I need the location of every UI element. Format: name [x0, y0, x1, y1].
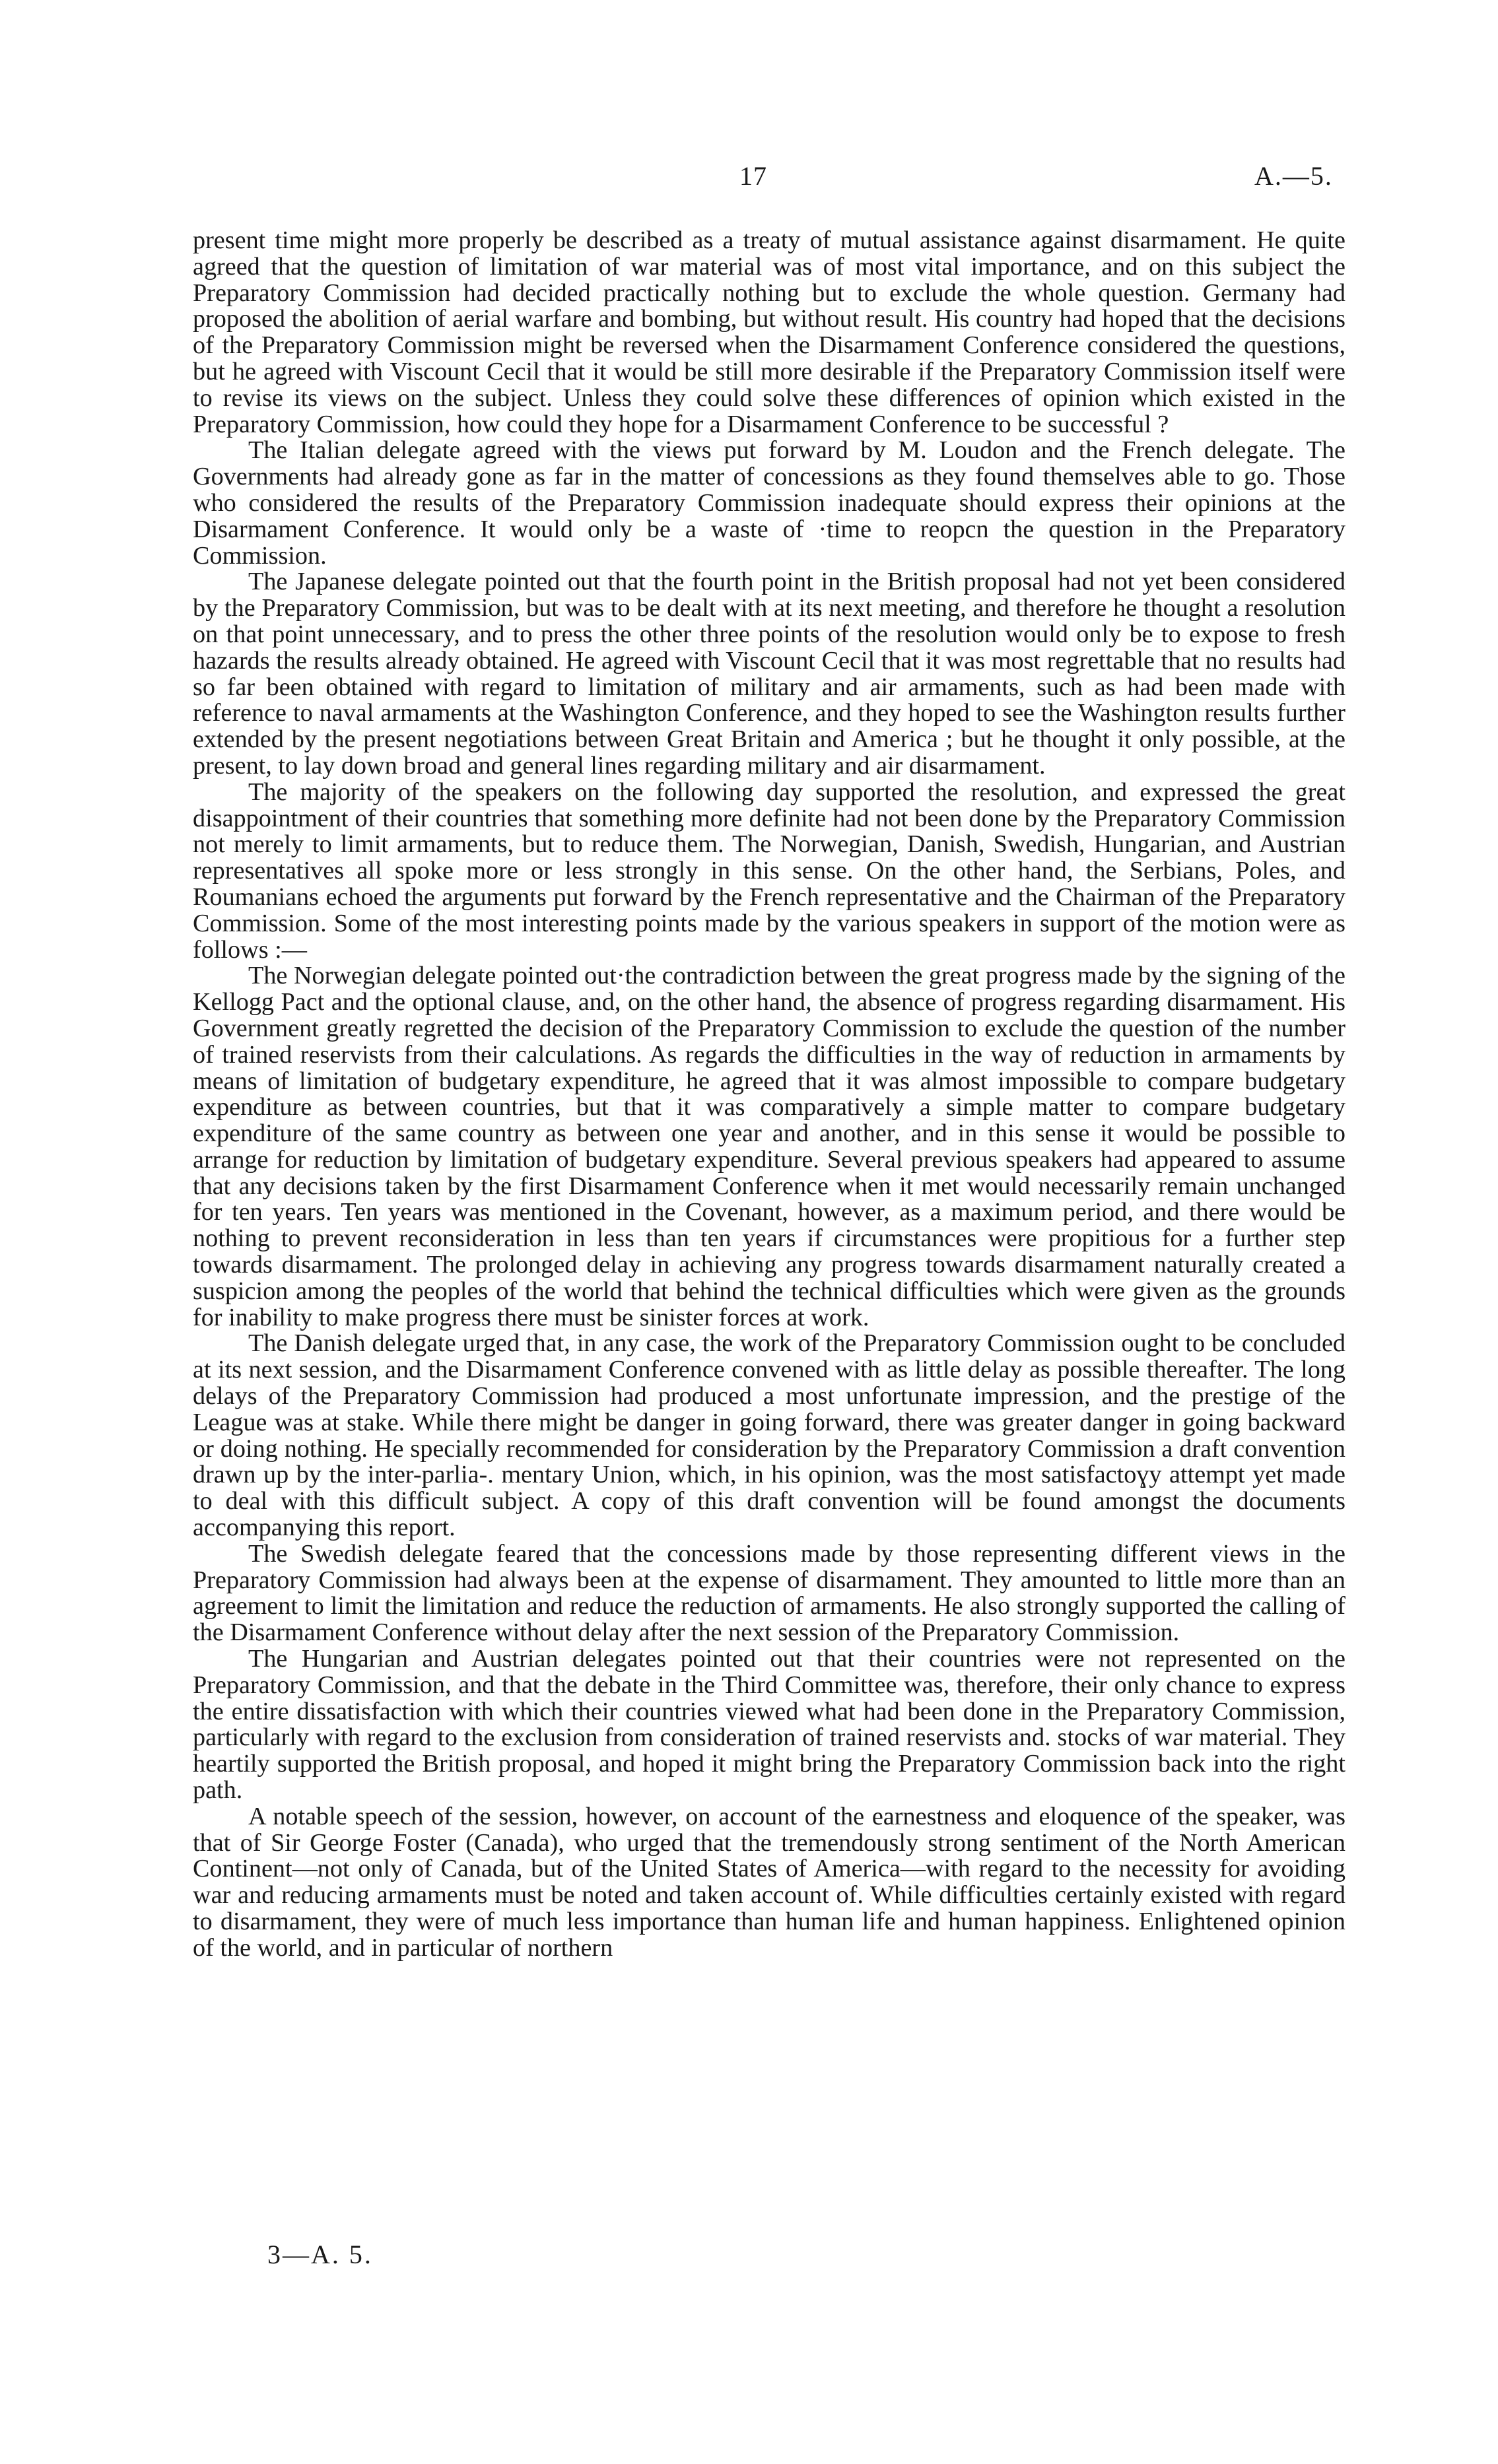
document-reference: A.—5.: [1254, 161, 1333, 191]
paragraph: The Danish delegate urged that, in any case, the work of the Preparatory Commission ought to be concluded at its next session, and the Disarmament Conference convened with as little delay as possible thereafter. The long delays of the Preparatory Commission had produced a most unfortunate impression, and the prestige of the League was at stake. While there might be danger in going forward, there was greater danger in going backward or doing nothing. He specially recommended for consideration by the Preparatory Commission a draft convention drawn up by the inter-parlia-. mentary Union, which, in his opinion, was the most satisfactoɣy attempt yet made to deal with this difficult subject. A copy of this draft convention will be found amongst the documents accompanying this report.: [193, 1329, 1345, 1542]
signature-reference: 3—A. 5.: [267, 2240, 373, 2269]
page-number: 17: [739, 161, 767, 191]
paragraph: present time might more properly be described as a treaty of mutual assistance against disarmament. He quite agreed that the question of limitation of war material was of most vital importance, and on this subject the Preparatory Commission had decided practically nothing but to exclude the whole question. Germany had proposed the abolition of aerial warfare and bombing, but without result. His country had hoped that the decisions of the Preparatory Commission might be reversed when the Disarmament Conference considered the questions, but he agreed with Viscount Cecil that it would be still more desirable if the Preparatory Commission itself were to revise its views on the subject. Unless they could solve these differences of opinion which existed in the Preparatory Commission, how could they hope for a Disarmament Conference to be successful ?: [193, 226, 1345, 438]
paragraph: The Swedish delegate feared that the concessions made by those representing different views in the Preparatory Commission had always been at the expense of disarmament. They amounted to little more than an agreement to limit the limitation and reduce the reduction of armaments. He also strongly supported the calling of the Disarmament Conference without delay after the next session of the Preparatory Commission.: [193, 1539, 1345, 1647]
paragraph: The Italian delegate agreed with the views put forward by M. Loudon and the French delegate. The Governments had already gone as far in the matter of concessions as they found themselves able to go. Those who considered the results of the Preparatory Commission inadequate should express their opinions at the Disarmament Conference. It would only be a waste of ·time to reopcn the question in the Preparatory Commission.: [193, 436, 1345, 570]
paragraph: The majority of the speakers on the following day supported the resolution, and expressed the great disappointment of their countries that something more definite had not been done by the Preparatory Commission not merely to limit armaments, but to reduce them. The Norwegian, Danish, Swedish, Hungarian, and Austrian representatives all spoke more or less strongly in this sense. On the other hand, the Serbians, Poles, and Roumanians echoed the arguments put forward by the French representative and the Chairman of the Preparatory Commission. Some of the most interesting points made by the various speakers in support of the motion were as follows :—: [193, 778, 1345, 964]
body-text: [193, 228, 1345, 1962]
paragraph: The Norwegian delegate pointed out·the contradiction between the great progress made by the signing of the Kellogg Pact and the optional clause, and, on the other hand, the absence of progress regarding disarmament. His Government greatly regretted the decision of the Preparatory Commission to exclude the question of the number of trained reservists from their calculations. As regards the difficulties in the way of reduction in armaments by means of limitation of budgetary expenditure, he agreed that it was almost impossible to compare budgetary expenditure as between countries, but that it was comparatively a simple matter to compare budgetary expenditure of the same country as between one year and another, and in this sense it would be possible to arrange for reduction by limitation of budgetary expenditure. Several previous speakers had appeared to assume that any decisions taken by the first Disarmament Conference when it met would necessarily remain unchanged for ten years. Ten years was mentioned in the Covenant, however, as a maximum period, and there would be nothing to prevent reconsideration in less than ten years if circumstances were propitious for a further step towards disarmament. The prolonged delay in achieving any progress towards disarmament naturally created a suspicion among the peoples of the world that behind the technical difficulties which were given as the grounds for inability to make progress there must be sinister forces at work.: [193, 962, 1345, 1331]
paragraph: The Japanese delegate pointed out that the fourth point in the British proposal had not yet been considered by the Preparatory Commission, but was to be dealt with at its next meeting, and therefore he thought a resolution on that point unnecessary, and to press the other three points of the resolution would only be to expose to fresh hazards the results already obtained. He agreed with Viscount Cecil that it was most regrettable that no results had so far been obtained with regard to limitation of military and air armaments, such as had been made with reference to naval armaments at the Washington Conference, and they hoped to see the Washington results further extended by the present negotiations between Great Britain and America ; but he thought it only possible, at the present, to lay down broad and general lines regarding military and air disarmament.: [193, 568, 1345, 780]
paragraph: A notable speech of the session, however, on account of the earnestness and eloquence of the speaker, was that of Sir George Foster (Canada), who urged that the tremendously strong sentiment of the North American Continent—not only of Canada, but of the United States of America—with regard to the necessity for avoiding war and reducing armaments must be noted and taken account of. While difficulties certainly existed with regard to disarmament, they were of much less importance than human life and human happiness. Enlightened opinion of the world, and in particular of northern: [193, 1802, 1345, 1962]
paragraph: The Hungarian and Austrian delegates pointed out that their countries were not represented on the Preparatory Commission, and that the debate in the Third Committee was, therefore, their only chance to express the entire dissatisfaction with which their countries viewed what had been done in the Preparatory Commission, particularly with regard to the exclusion from consideration of trained reservists and. stocks of war material. They heartily supported the British proposal, and hoped it might bring the Preparatory Commission back into the right path.: [193, 1645, 1345, 1805]
